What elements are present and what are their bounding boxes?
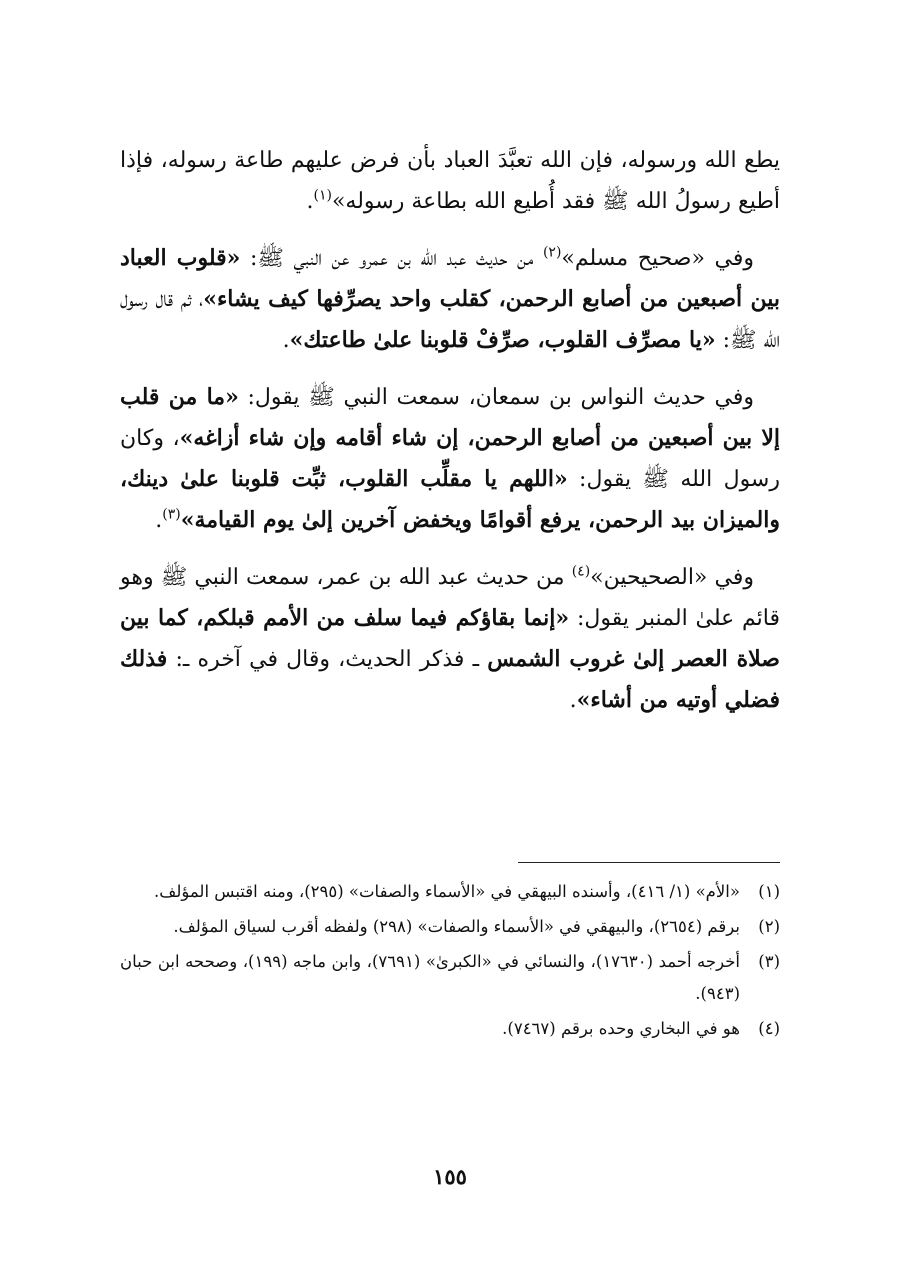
- footnote-number: (١): [758, 882, 780, 901]
- footnote-number: (٢): [758, 917, 780, 936]
- hadith-quote-1: «قلوب العباد بين أصبعين من أصابع الرحمن، كقلب واحد يصرِّفها كيف يشاء»: [120, 245, 780, 312]
- footnote-number: (٤): [758, 1019, 780, 1038]
- paragraph-3-connector: ، وكان رسول الله ﷺ يقول:: [120, 426, 780, 492]
- paragraph-1: [120, 140, 780, 222]
- footnote-separator: [518, 862, 780, 863]
- paragraph-4-intro: وفي «الصحيحين»: [590, 565, 754, 590]
- paragraph-2-source: من حديث عبد الله بن عمرو عن النبي ﷺ:: [240, 246, 543, 271]
- paragraph-3-end: .: [155, 508, 163, 533]
- paragraph-4-end: .: [569, 688, 577, 713]
- paragraph-1-text: يطع الله ورسوله، فإن الله تعبَّدَ العباد بأن فرض عليهم طاعة رسوله، فإذا أطيع رسولُ الله ﷺ فقد أُطيع الله بطاعة رسوله»: [120, 148, 780, 214]
- footnote-1: [120, 876, 780, 908]
- hadith-quote-4: «اللهم يا مقلِّب القلوب، ثبِّت قلوبنا علىٰ دينك، والميزان بيد الرحمن، يرفع أقوامًا ويخفض آخرين إلىٰ يوم القيامة»: [120, 466, 780, 533]
- footnote-ref-1[interactable]: (١): [313, 187, 332, 204]
- footnote-4: [120, 1013, 780, 1045]
- footnotes: [120, 876, 780, 1048]
- hadith-quote-2: «يا مصرِّف القلوب، صرِّفْ قلوبنا علىٰ طاعتك»: [289, 327, 716, 353]
- paragraph-2-intro: وفي «صحيح مسلم»: [561, 246, 754, 271]
- footnote-text: برقم (٢٦٥٤)، والبيهقي في «الأسماء والصفات» (٢٩٨) ولفظه أقرب لسياق المؤلف.: [173, 917, 740, 936]
- hadith-quote-3: «ما من قلب إلا بين أصبعين من أصابع الرحمن، إن شاء أقامه وإن شاء أزاغه»: [120, 384, 780, 451]
- footnote-text: هو في البخاري وحده برقم (٧٤٦٧).: [502, 1019, 740, 1038]
- hadith-quote-6: فذلك فضلي أوتيه من أشاء»: [120, 646, 780, 713]
- footnote-number: (٣): [758, 952, 780, 971]
- paragraph-2-connector: ، ثم قال رسول الله ﷺ:: [120, 287, 780, 353]
- paragraph-4-source: من حديث عبد الله بن عمر، سمعت النبي ﷺ وهو قائم علىٰ المنبر يقول:: [120, 565, 781, 631]
- footnote-2: [120, 911, 780, 943]
- footnote-text: «الأم» (١/ ٤١٦)، وأسنده البيهقي في «الأسماء والصفات» (٢٩٥)، ومنه اقتبس المؤلف.: [154, 882, 740, 901]
- page-number: ١٥٥: [433, 1164, 467, 1189]
- footnote-ref-4[interactable]: (٤): [571, 563, 591, 580]
- footnote-ref-3[interactable]: (٣): [162, 506, 181, 523]
- hadith-quote-5: «إنما بقاؤكم فيما سلف من الأمم قبلكم، كما بين صلاة العصر إلىٰ غروب الشمس: [120, 605, 780, 672]
- main-text: [120, 140, 780, 737]
- paragraph-1-end: .: [306, 189, 314, 214]
- footnote-ref-2[interactable]: (٢): [542, 244, 562, 261]
- paragraph-2: [120, 238, 780, 361]
- paragraph-4-connector: ـ فذكر الحديث، وقال في آخره ـ:: [167, 647, 488, 672]
- paragraph-4: [120, 557, 780, 721]
- paragraph-3: [120, 377, 780, 541]
- paragraph-3-intro: وفي حديث النواس بن سمعان، سمعت النبي ﷺ يقول:: [238, 385, 754, 410]
- footnote-3: [120, 946, 780, 1010]
- footnote-text: أخرجه أحمد (١٧٦٣٠)، والنسائي في «الكبرىٰ» (٧٦٩١)، وابن ماجه (١٩٩)، وصححه ابن حبان (٩٤٣).: [120, 952, 740, 1003]
- paragraph-2-end: .: [282, 328, 290, 353]
